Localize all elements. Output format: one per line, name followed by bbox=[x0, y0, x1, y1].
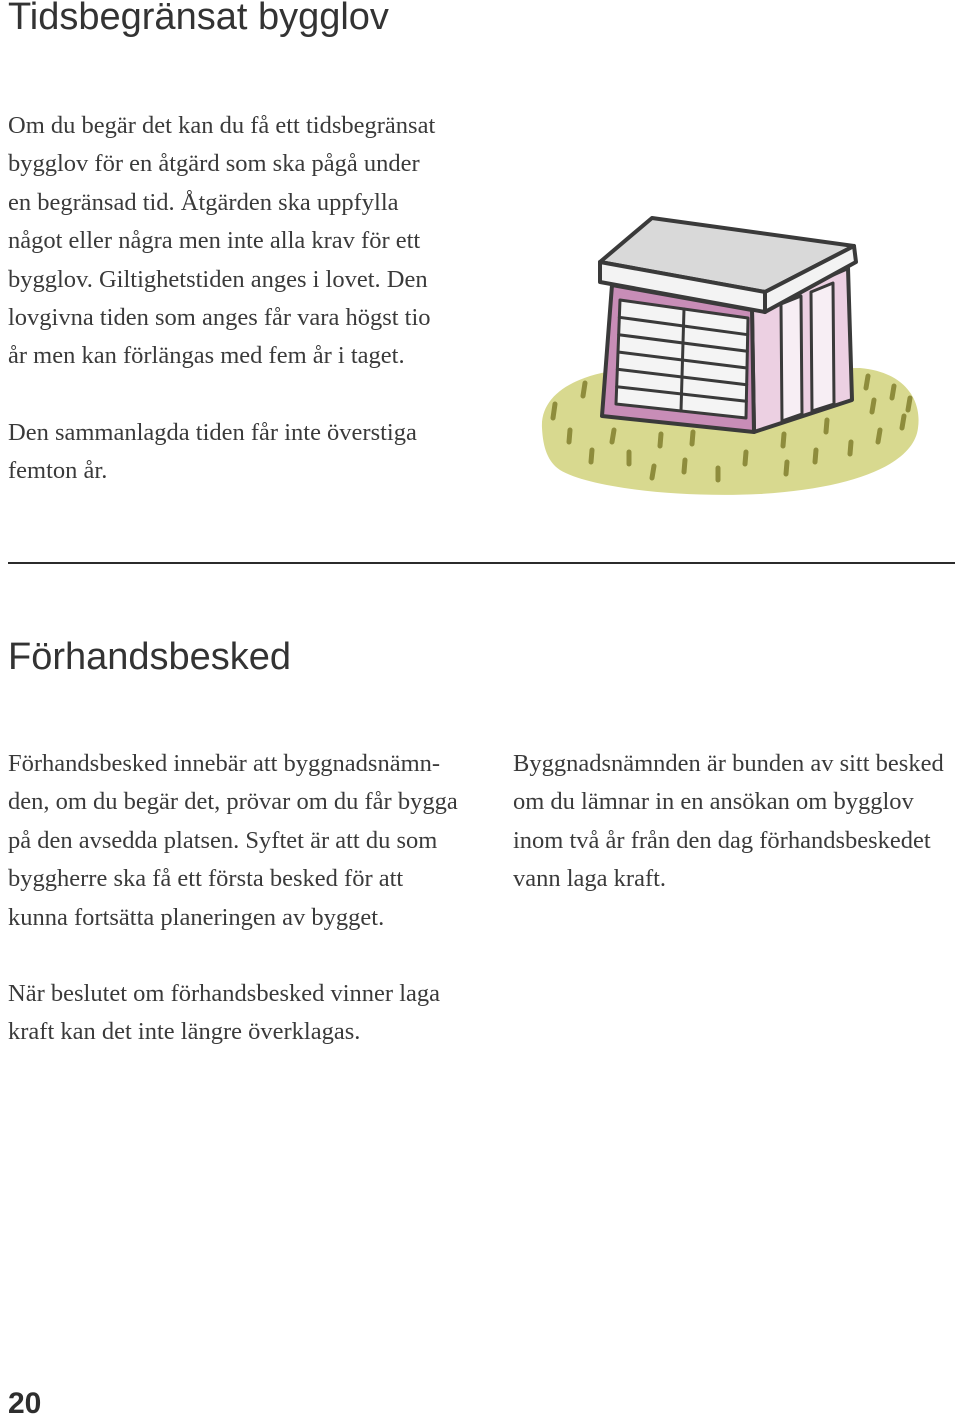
text-line: om du lämnar in en ansökan om bygglov bbox=[513, 788, 914, 816]
text-line: femton år. bbox=[8, 457, 108, 485]
text-line: bygglov för en åtgärd som ska pågå under bbox=[8, 150, 420, 178]
text-line: den, om du begär det, prövar om du får bygga bbox=[8, 788, 458, 816]
shed-window bbox=[616, 300, 748, 418]
shed bbox=[600, 218, 856, 432]
paragraph-advance-notice-closing bbox=[8, 975, 440, 1052]
paragraph-advance-notice-left bbox=[8, 745, 458, 937]
text-line: Förhandsbesked innebär att byggnadsnämn- bbox=[8, 750, 441, 777]
section-divider bbox=[8, 562, 955, 564]
text-line: något eller några men inte alla krav för ett bbox=[8, 227, 421, 255]
text-line: inom två år från den dag förhandsbeskedet bbox=[513, 826, 931, 854]
text-line: kraft kan det inte längre överklagas. bbox=[8, 1018, 361, 1046]
text-line: en begränsad tid. Åtgärden ska uppfylla bbox=[8, 188, 399, 216]
text-line: Byggnadsnämnden är bunden av sitt besked bbox=[513, 750, 944, 777]
paragraph-temporary-permit-2 bbox=[8, 414, 417, 491]
section-title-temporary-permit: Tidsbegränsat bygglov bbox=[8, 0, 389, 38]
text-line: Om du begär det kan du få ett tidsbegränsat bbox=[8, 112, 436, 139]
paragraph-temporary-permit-1 bbox=[8, 107, 435, 376]
text-line: byggherre ska få ett första besked för att bbox=[8, 865, 404, 893]
text-line: Den sammanlagda tiden får inte överstiga bbox=[8, 419, 417, 446]
page-number: 20 bbox=[8, 1387, 42, 1418]
paragraph-advance-notice-right bbox=[513, 745, 944, 899]
text-line: vann laga kraft. bbox=[513, 865, 667, 893]
shed-illustration bbox=[530, 205, 930, 505]
text-line: år men kan förlängas med fem år i taget. bbox=[8, 342, 405, 370]
text-line: bygglov. Giltighetstiden anges i lovet. Den bbox=[8, 265, 428, 293]
text-line: lovgivna tiden som anges får vara högst tio bbox=[8, 303, 431, 331]
text-line: kunna fortsätta planeringen av bygget. bbox=[8, 903, 385, 931]
section-title-advance-notice: Förhandsbesked bbox=[8, 636, 292, 678]
text-line: När beslutet om förhandsbesked vinner laga bbox=[8, 980, 441, 1007]
text-line: på den avsedda platsen. Syftet är att du som bbox=[8, 826, 438, 854]
